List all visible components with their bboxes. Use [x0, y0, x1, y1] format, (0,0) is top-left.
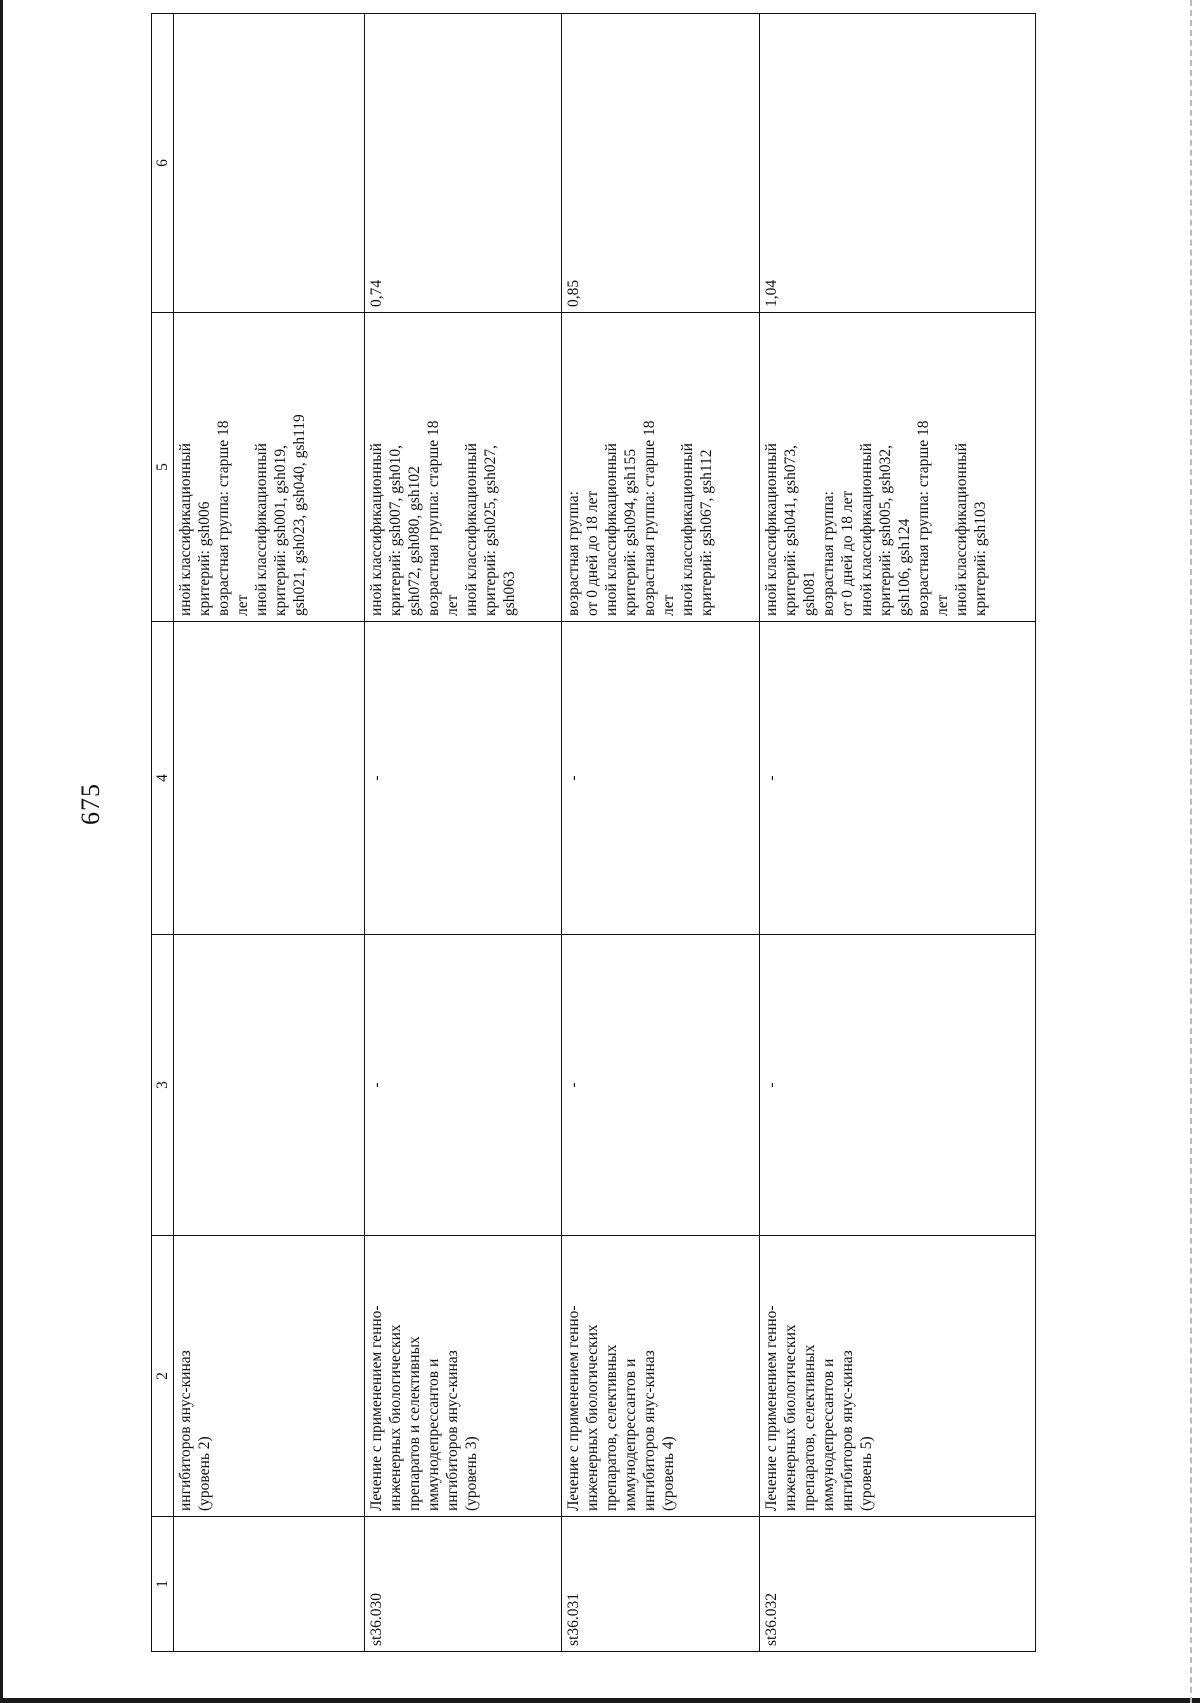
- cell-text-line: -: [763, 1082, 781, 1088]
- cell-text-line: ингибиторов янус-киназ: [444, 1350, 462, 1511]
- cell-text-line: лет: [444, 594, 462, 616]
- cell-text-line: возрастная группа:: [564, 491, 582, 616]
- scan-dashed-edge: [1190, 0, 1192, 1703]
- row-col3: [561, 935, 759, 1236]
- cell-text-line: иной классификационный: [177, 443, 195, 616]
- cell-text-line: возрастная группа: старше 18: [915, 420, 933, 616]
- cell-text-line: лет: [659, 594, 677, 616]
- cell-text-line: (уровень 5): [858, 1436, 876, 1511]
- row-code: [174, 1517, 365, 1652]
- row-coefficient: [365, 14, 561, 313]
- cell-text-line: (уровень 2): [196, 1436, 214, 1511]
- row-criteria: [174, 313, 365, 622]
- cell-text-line: лет: [934, 594, 952, 616]
- cell-text-line: иммунодепрессантов и: [820, 1358, 838, 1511]
- row-name: [174, 1236, 365, 1517]
- row-col3: [174, 935, 365, 1236]
- row-coefficient: [174, 14, 365, 313]
- scan-border-left: [0, 0, 3, 1703]
- cell-text-line: иной классификационный: [463, 443, 481, 616]
- cell-text-line: критерий: gsh067, gsh112: [697, 449, 715, 616]
- header-col-1: 1: [152, 1517, 174, 1652]
- row-criteria: [760, 313, 1036, 622]
- cell-text-line: Лечение с применением генно-: [368, 1305, 386, 1511]
- row-col4: [760, 622, 1036, 935]
- cell-text-line: ингибиторов янус-киназ: [640, 1350, 658, 1511]
- cell-text-line: критерий: gsh041, gsh073,: [782, 445, 800, 616]
- cell-text-line: иной классификационный: [953, 443, 971, 616]
- cell-text-line: от 0 дней до 18 лет: [839, 490, 857, 616]
- cell-text-line: Лечение с применением генно-: [763, 1305, 781, 1511]
- row-col3: [760, 935, 1036, 1236]
- cell-text-line: 0,85: [564, 279, 582, 307]
- cell-text-line: -: [368, 775, 386, 781]
- row-name: [365, 1236, 561, 1517]
- row-col3: [365, 935, 561, 1236]
- cell-text-line: ингибиторов янус-киназ: [839, 1350, 857, 1511]
- cell-text-line: критерий: gsh103: [972, 501, 990, 616]
- cell-text-line: gsh081: [801, 571, 819, 616]
- cell-text-line: иммунодепрессантов и: [425, 1358, 443, 1511]
- row-criteria: [365, 313, 561, 622]
- tariff-table: [151, 13, 1036, 1652]
- cell-text-line: возрастная группа: старше 18: [640, 420, 658, 616]
- cell-text-line: критерий: gsh025, gsh027,: [482, 445, 500, 616]
- cell-text-line: препаратов и селективных: [406, 1336, 424, 1511]
- table-row: [174, 14, 365, 1652]
- page-number: 675: [76, 783, 105, 825]
- cell-text-line: -: [368, 1082, 386, 1088]
- cell-text-line: иной классификационный: [602, 443, 620, 616]
- cell-text-line: gsh021, gsh023, gsh040, gsh119: [291, 414, 309, 616]
- table-header-row: [152, 14, 174, 1652]
- cell-text-line: инженерных биологических: [387, 1324, 405, 1511]
- cell-text-line: критерий: gsh006: [196, 501, 214, 616]
- row-coefficient: [760, 14, 1036, 313]
- row-code: [561, 1517, 759, 1652]
- row-name: [561, 1236, 759, 1517]
- header-col-4: 4: [152, 622, 174, 935]
- cell-text-line: gsh106, gsh124: [896, 518, 914, 616]
- cell-text-line: -: [763, 775, 781, 781]
- cell-text-line: от 0 дней до 18 лет: [583, 490, 601, 616]
- cell-text-line: препаратов, селективных: [801, 1344, 819, 1511]
- cell-text-line: препаратов, селективных: [602, 1344, 620, 1511]
- cell-text-line: возрастная группа: старше 18: [215, 420, 233, 616]
- cell-text-line: st36.031: [564, 1593, 582, 1646]
- row-code: [760, 1517, 1036, 1652]
- cell-text-line: 1,04: [763, 279, 781, 307]
- cell-text-line: критерий: gsh001, gsh019,: [272, 445, 290, 616]
- cell-text-line: иной классификационный: [253, 443, 271, 616]
- header-col-2: 2: [152, 1236, 174, 1517]
- cell-text-line: иной классификационный: [763, 443, 781, 616]
- row-name: [760, 1236, 1036, 1517]
- cell-text-line: st36.030: [368, 1593, 386, 1646]
- header-col-5: 5: [152, 313, 174, 622]
- cell-text-line: gsh063: [501, 571, 519, 616]
- cell-text-line: st36.032: [763, 1593, 781, 1646]
- cell-text-line: иной классификационный: [858, 443, 876, 616]
- row-col4: [365, 622, 561, 935]
- row-col4: [174, 622, 365, 935]
- cell-text-line: возрастная группа:: [820, 491, 838, 616]
- scan-border-bottom: [0, 1698, 1200, 1703]
- table-row: [561, 14, 759, 1652]
- cell-text-line: иммунодепрессантов и: [621, 1358, 639, 1511]
- cell-text-line: иной классификационный: [678, 443, 696, 616]
- cell-text-line: критерий: gsh005, gsh032,: [877, 445, 895, 616]
- cell-text-line: Лечение с применением генно-: [564, 1305, 582, 1511]
- cell-text-line: -: [564, 1082, 582, 1088]
- rotated-table-container: [151, 68, 1036, 1652]
- row-code: [365, 1517, 561, 1652]
- cell-text-line: gsh072, gsh080, gsh102: [406, 466, 424, 616]
- header-col-3: 3: [152, 935, 174, 1236]
- row-col4: [561, 622, 759, 935]
- cell-text-line: лет: [234, 594, 252, 616]
- cell-text-line: критерий: gsh007, gsh010,: [387, 445, 405, 616]
- cell-text-line: 0,74: [368, 279, 386, 307]
- cell-text-line: иной классификационный: [368, 443, 386, 616]
- table-row: [365, 14, 561, 1652]
- row-coefficient: [561, 14, 759, 313]
- cell-text-line: -: [564, 775, 582, 781]
- header-col-6: 6: [152, 14, 174, 313]
- cell-text-line: инженерных биологических: [583, 1324, 601, 1511]
- table-row: [760, 14, 1036, 1652]
- row-criteria: [561, 313, 759, 622]
- cell-text-line: возрастная группа: старше 18: [425, 420, 443, 616]
- cell-text-line: (уровень 3): [463, 1436, 481, 1511]
- cell-text-line: инженерных биологических: [782, 1324, 800, 1511]
- cell-text-line: критерий: gsh094, gsh155: [621, 448, 639, 616]
- cell-text-line: ингибиторов янус-киназ: [177, 1350, 195, 1511]
- cell-text-line: (уровень 4): [659, 1436, 677, 1511]
